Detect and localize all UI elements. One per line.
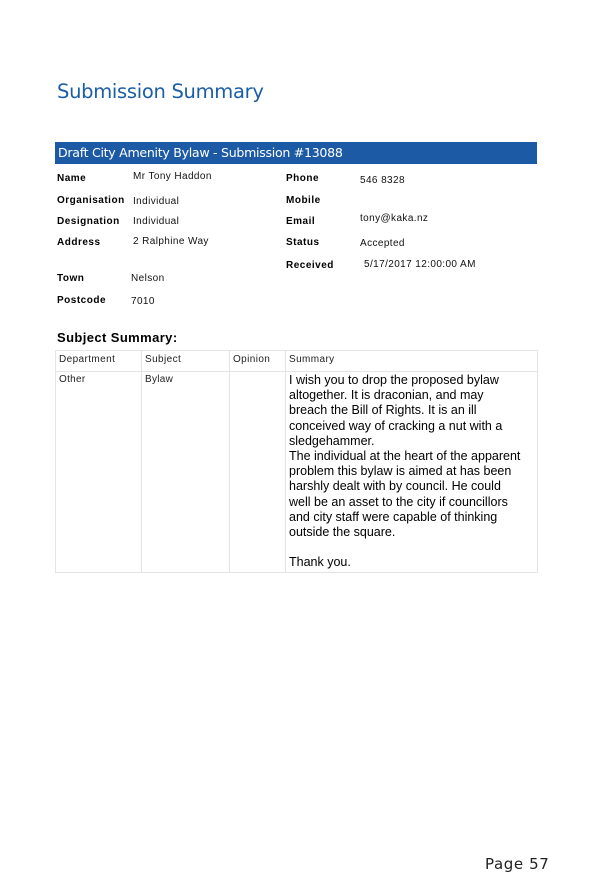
postcode-value: 7010	[131, 296, 155, 307]
summary-line: The individual at the heart of the apparent	[289, 449, 521, 464]
summary-line: altogether. It is draconian, and may	[289, 388, 484, 403]
column-header-summary: Summary	[286, 351, 538, 372]
summary-line: problem this bylaw is aimed at has been	[289, 464, 512, 479]
submission-banner: Draft City Amenity Bylaw - Submission #13088	[55, 142, 537, 164]
summary-line: well be an asset to the city if councillors	[289, 494, 508, 509]
town-label: Town	[57, 273, 85, 284]
address-value: 2 Ralphine Way	[133, 236, 209, 247]
summary-line: conceived way of cracking a nut with a	[289, 418, 503, 433]
town-value: Nelson	[131, 273, 165, 284]
address-label: Address	[57, 237, 101, 248]
summary-line: Thank you.	[289, 555, 351, 570]
department-cell: Other	[56, 372, 142, 573]
table-header-row	[56, 351, 538, 372]
designation-value: Individual	[133, 216, 180, 227]
status-label: Status	[286, 237, 320, 248]
table-row	[56, 372, 538, 573]
mobile-label: Mobile	[286, 195, 321, 206]
status-value: Accepted	[360, 238, 405, 249]
subject-summary-heading: Subject Summary:	[57, 330, 178, 345]
name-label: Name	[57, 173, 87, 184]
column-header-opinion: Opinion	[230, 351, 286, 372]
column-header-department: Department	[56, 351, 142, 372]
page-title: Submission Summary	[57, 80, 264, 103]
page-number: Page 57	[485, 855, 550, 873]
designation-label: Designation	[57, 216, 120, 227]
summary-line: harshly dealt with by council. He could	[289, 479, 501, 494]
summary-line: and city staff were capable of thinking	[289, 509, 498, 524]
summary-line: sledgehammer.	[289, 433, 375, 448]
summary-line: I wish you to drop the proposed bylaw	[289, 373, 499, 387]
email-value: tony@kaka.nz	[360, 213, 429, 224]
phone-value: 546 8328	[360, 175, 405, 186]
subject-summary-table	[55, 350, 538, 573]
postcode-label: Postcode	[57, 295, 107, 306]
received-label: Received	[286, 260, 334, 271]
column-header-subject: Subject	[142, 351, 230, 372]
organisation-label: Organisation	[57, 195, 125, 206]
organisation-value: Individual	[133, 196, 180, 207]
email-label: Email	[286, 216, 316, 227]
summary-line	[289, 540, 534, 555]
received-value: 5/17/2017 12:00:00 AM	[364, 259, 476, 270]
phone-label: Phone	[286, 173, 320, 184]
subject-cell: Bylaw	[142, 372, 230, 573]
name-value: Mr Tony Haddon	[133, 171, 212, 182]
summary-line: outside the square.	[289, 525, 396, 540]
opinion-cell	[230, 372, 286, 573]
summary-line: breach the Bill of Rights. It is an ill	[289, 403, 477, 418]
summary-cell	[286, 372, 538, 573]
